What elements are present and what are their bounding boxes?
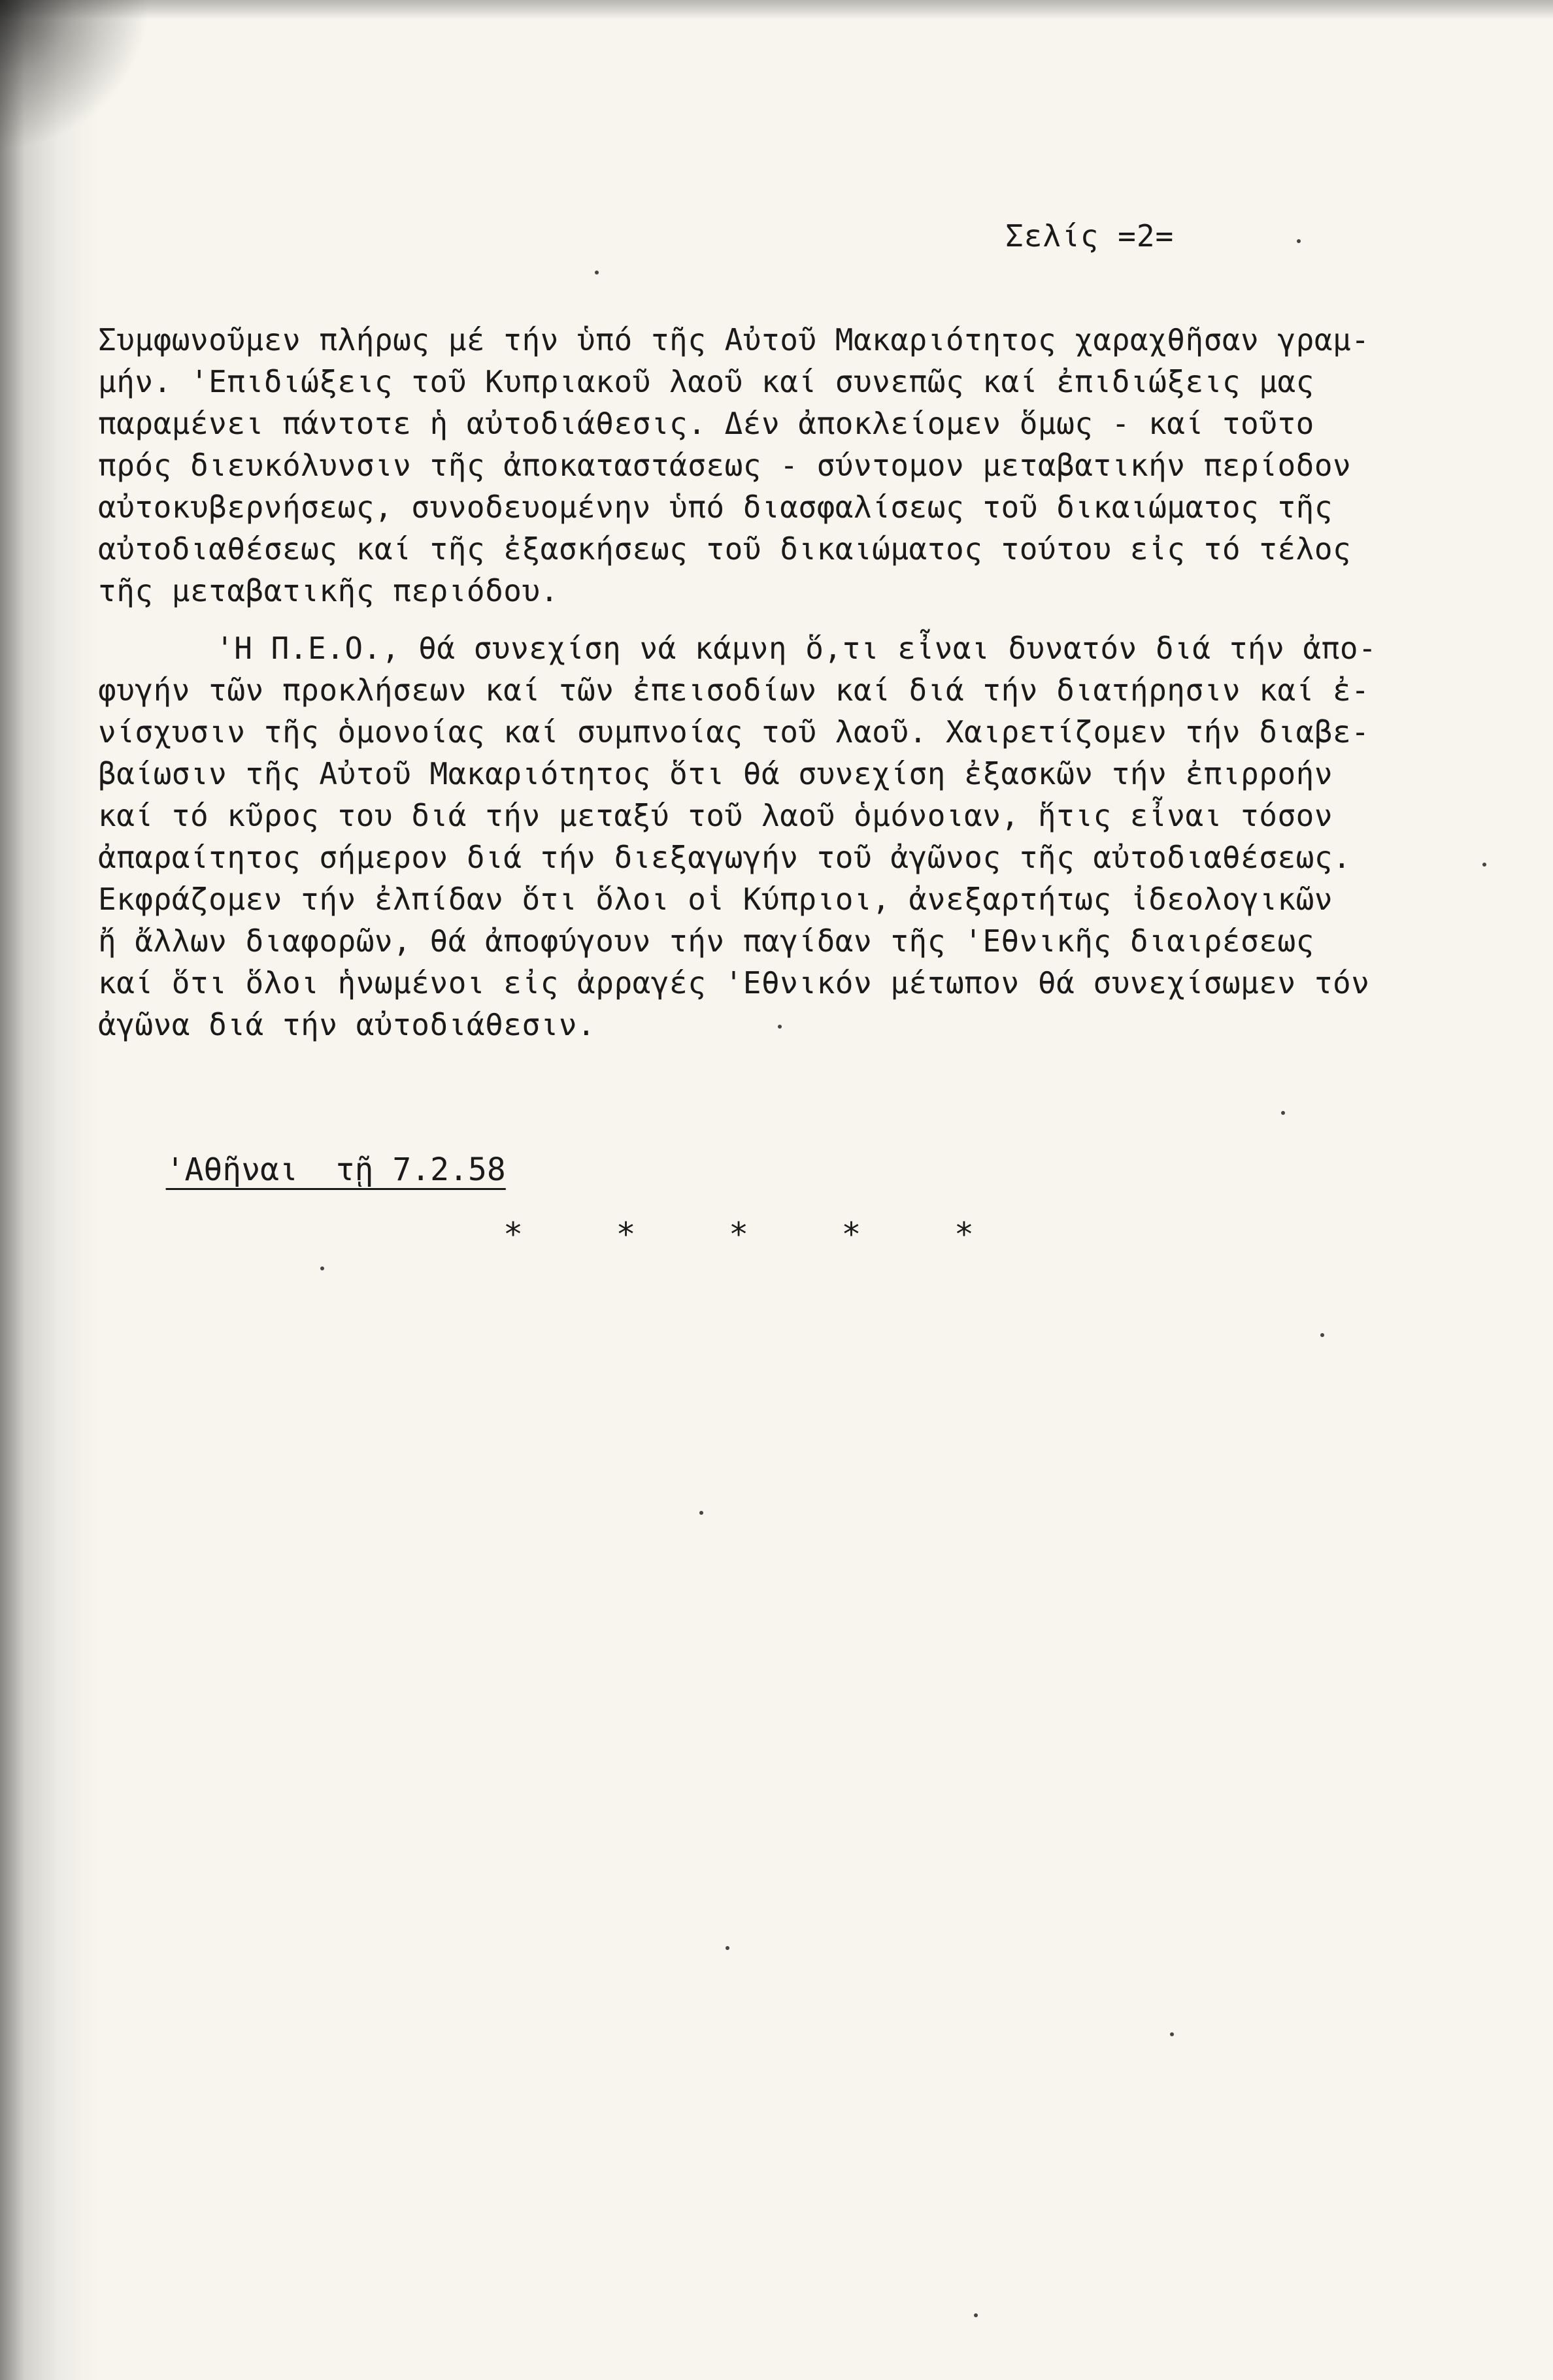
scan-speck — [1297, 239, 1301, 243]
separator-star: * — [616, 1215, 636, 1253]
letter-body — [98, 319, 1503, 1046]
scan-speck — [699, 1511, 703, 1515]
text-line: ἤ ἄλλων διαφορῶν, θά ἀποφύγουν τήν παγίδαν τῆς 'Εθνικῆς διαιρέσεως — [98, 923, 1314, 959]
page-number: Σελίς =2= — [1005, 218, 1175, 254]
text-line: 'Η Π.Ε.Ο., θά συνεχίση νά κάμνη ὅ,τι εἶναι δυνατόν διά τήν ἀπο- — [216, 631, 1377, 666]
paragraph-2 — [98, 627, 1503, 1046]
separator-star: * — [503, 1215, 524, 1253]
closing-place-date — [90, 1115, 506, 1225]
text-line: φυγήν τῶν προκλήσεων καί τῶν ἐπεισοδίων καί διά τήν διατήρησιν καί ἐ- — [98, 672, 1370, 708]
separator-star: * — [841, 1215, 861, 1253]
scan-speck — [974, 2313, 978, 2317]
scan-speck — [1281, 1111, 1285, 1115]
place-date: 'Αθῆναι τῇ 7.2.58 — [165, 1151, 506, 1188]
text-line: Εκφράζομεν τήν ἐλπίδαν ὅτι ὅλοι οἱ Κύπριοι, ἀνεξαρτήτως ἰδεολογικῶν — [98, 882, 1333, 917]
scan-speck — [726, 1946, 729, 1950]
text-line: νίσχυσιν τῆς ὁμονοίας καί συμπνοίας τοῦ λαοῦ. Χαιρετίζομεν τήν διαβε- — [98, 714, 1370, 750]
text-line: παραμένει πάντοτε ἡ αὐτοδιάθεσις. Δέν ἀποκλείομεν ὅμως - καί τοῦτο — [98, 406, 1314, 441]
scan-speck — [320, 1266, 324, 1270]
text-line: ἀπαραίτητος σήμερον διά τήν διεξαγωγήν τοῦ ἀγῶνος τῆς αὐτοδιαθέσεως. — [98, 840, 1352, 875]
text-line: καί τό κῦρος του διά τήν μεταξύ τοῦ λαοῦ ὁμόνοιαν, ἥτις εἶναι τόσον — [98, 798, 1333, 833]
scan-speck — [1482, 863, 1486, 867]
separator-star: * — [954, 1215, 974, 1253]
paragraph-1 — [98, 319, 1503, 612]
text-line: βαίωσιν τῆς Αὐτοῦ Μακαριότητος ὅτι θά συνεχίση ἐξασκῶν τήν ἐπιρροήν — [98, 756, 1333, 791]
text-line: πρός διευκόλυνσιν τῆς ἀποκαταστάσεως - σύντομον μεταβατικήν περίοδον — [98, 448, 1352, 483]
text-line: καί ὅτι ὅλοι ἡνωμένοι εἰς ἀρραγές 'Εθνικόν μέτωπον θά συνεχίσωμεν τόν — [98, 965, 1370, 1000]
separator-star: * — [728, 1215, 749, 1253]
text-line: Συμφωνοῦμεν πλήρως μέ τήν ὑπό τῆς Αὐτοῦ Μακαριότητος χαραχθῆσαν γραμ- — [98, 322, 1370, 357]
text-line: τῆς μεταβατικῆς περιόδου. — [98, 573, 559, 608]
scan-speck — [778, 1025, 782, 1029]
scan-speck — [1170, 2032, 1174, 2036]
star-separator — [503, 1215, 974, 1253]
scan-shadow-left — [0, 0, 98, 2380]
text-line: αὐτοδιαθέσεως καί τῆς ἐξασκήσεως τοῦ δικαιώματος τούτου εἰς τό τέλος — [98, 531, 1352, 567]
scan-speck — [595, 271, 599, 274]
text-line: αὐτοκυβερνήσεως, συνοδευομένην ὑπό διασφαλίσεως τοῦ δικαιώματος τῆς — [98, 489, 1333, 525]
scan-shadow-top — [0, 0, 1553, 20]
text-line: μήν. 'Επιδιώξεις τοῦ Κυπριακοῦ λαοῦ καί συνεπῶς καί ἐπιδιώξεις μας — [98, 364, 1314, 399]
scan-corner-smudge — [0, 0, 150, 150]
text-line: ἀγῶνα διά τήν αὐτοδιάθεσιν. — [98, 1007, 596, 1042]
scan-speck — [1320, 1333, 1324, 1337]
